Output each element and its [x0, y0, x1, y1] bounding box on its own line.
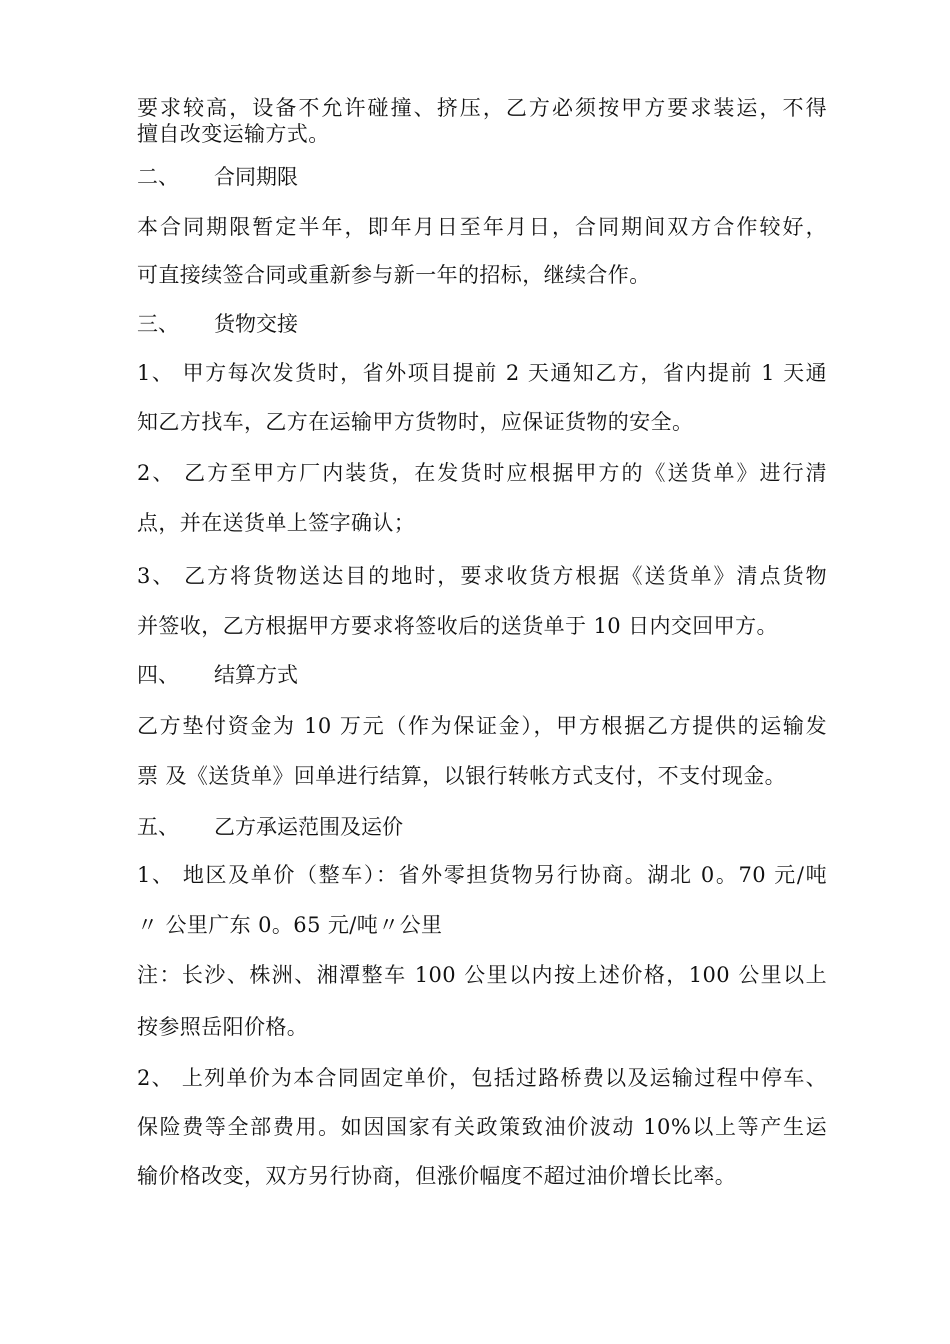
- section-title: 货物交接: [214, 312, 298, 336]
- paragraph-line: 2、 上列单价为本合同固定单价，包括过路桥费以及运输过程中停车、: [137, 1066, 827, 1090]
- paragraph-line: 乙方垫付资金为 10 万元（作为保证金），甲方根据乙方提供的运输发: [137, 714, 827, 738]
- section-number: 五、: [137, 815, 179, 839]
- paragraph-line: 1、 地区及单价（整车）：省外零担货物另行协商。湖北 0。70 元/吨: [137, 863, 827, 887]
- paragraph-line: 按参照岳阳价格。: [137, 1015, 309, 1039]
- paragraph-line: 点，并在送货单上签字确认；: [137, 511, 416, 535]
- section-heading-5: [137, 814, 403, 840]
- paragraph-line: 1、 甲方每次发货时，省外项目提前 2 天通知乙方，省内提前 1 天通: [137, 361, 827, 385]
- section-heading-3: [137, 311, 298, 337]
- paragraph-line: 要求较高，设备不允许碰撞、挤压，乙方必须按甲方要求装运，不得: [137, 96, 827, 120]
- paragraph-line: 注：长沙、株洲、湘潭整车 100 公里以内按上述价格，100 公里以上: [137, 963, 827, 987]
- paragraph-line: 票 及《送货单》回单进行结算，以银行转帐方式支付，不支付现金。: [137, 764, 787, 788]
- paragraph-line: 输价格改变，双方另行协商，但涨价幅度不超过油价增长比率。: [137, 1164, 737, 1188]
- section-number: 三、: [137, 312, 179, 336]
- section-title: 结算方式: [214, 663, 298, 687]
- paragraph-line: 2、 乙方至甲方厂内装货，在发货时应根据甲方的《送货单》进行清: [137, 461, 827, 485]
- paragraph-line: 〃 公里广东 0。65 元/吨〃公里: [137, 913, 443, 937]
- section-heading-2: [137, 164, 298, 190]
- paragraph-line: 可直接续签合同或重新参与新一年的招标，继续合作。: [137, 263, 651, 287]
- paragraph-line: 保险费等全部费用。如因国家有关政策致油价波动 10%以上等产生运: [137, 1115, 827, 1139]
- section-heading-4: [137, 662, 298, 688]
- section-title: 合同期限: [214, 165, 298, 189]
- paragraph-line: 3、 乙方将货物送达目的地时，要求收货方根据《送货单》清点货物: [137, 564, 827, 588]
- paragraph-line: 擅自改变运输方式。: [137, 122, 330, 146]
- paragraph-line: 本合同期限暂定半年，即年月日至年月日，合同期间双方合作较好，: [137, 215, 827, 239]
- paragraph-line: 并签收，乙方根据甲方要求将签收后的送货单于 10 日内交回甲方。: [137, 614, 778, 638]
- section-number: 四、: [137, 663, 179, 687]
- section-number: 二、: [137, 165, 179, 189]
- paragraph-line: 知乙方找车，乙方在运输甲方货物时，应保证货物的安全。: [137, 410, 694, 434]
- section-title: 乙方承运范围及运价: [214, 815, 403, 839]
